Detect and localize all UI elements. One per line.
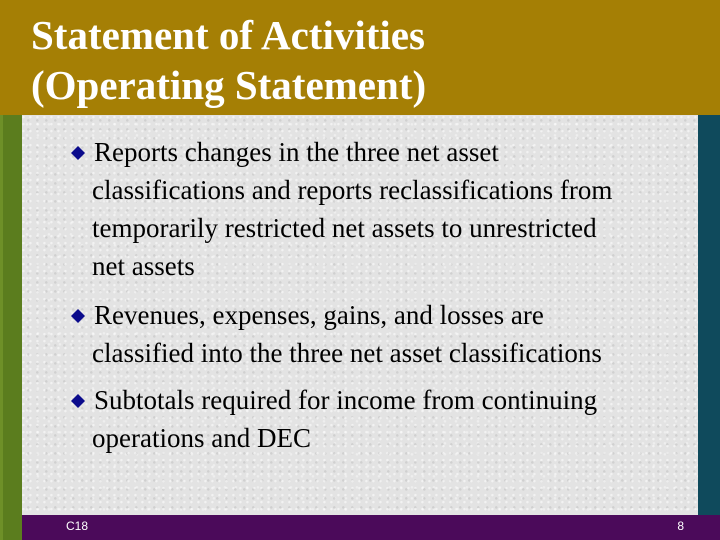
bullet-1-line-1: Reports changes in the three net asset (94, 137, 499, 167)
bullet-1-line-2: classifications and reports reclassifications from (92, 175, 613, 205)
bullet-2-line-1: Revenues, expenses, gains, and losses are (94, 300, 544, 330)
diamond-bullet-icon (71, 394, 85, 408)
slide-title-line-2: (Operating Statement) (31, 62, 427, 108)
footer-bar (22, 515, 720, 540)
bullet-2-line-2: classified into the three net asset classifications (92, 338, 602, 368)
right-accent-bar (698, 115, 720, 515)
bullet-1-line-4: net assets (92, 251, 195, 281)
left-accent-bar (0, 115, 22, 540)
slide-title-line-1: Statement of Activities (31, 12, 425, 58)
bullet-3-line-2: operations and DEC (92, 423, 311, 453)
title-bar (0, 0, 720, 115)
diamond-bullet-icon (71, 146, 85, 160)
slide-title (31, 10, 426, 110)
footer-page-number: 8 (677, 519, 684, 533)
bullet-3-line-1: Subtotals required for income from continuing (94, 385, 598, 415)
left-accent-edge (0, 115, 3, 540)
content-area (22, 115, 698, 515)
footer-chapter-label: C18 (66, 519, 89, 533)
bullet-1-line-3: temporarily restricted net assets to unrestricted (92, 213, 597, 243)
diamond-bullet-icon (71, 309, 85, 323)
